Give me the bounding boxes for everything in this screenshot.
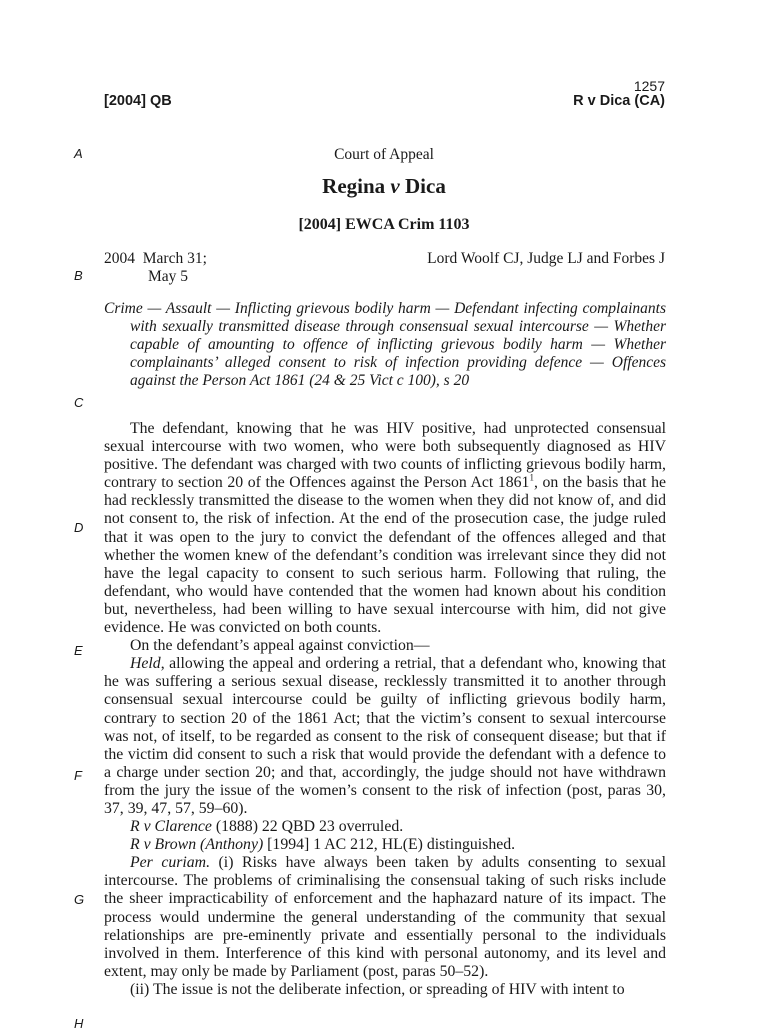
margin-letter-g: G xyxy=(74,892,85,907)
footnote-ref: 1 xyxy=(529,473,534,484)
case-ref-brown: [1994] 1 AC 212, HL(E) distinguished. xyxy=(263,836,516,854)
court-name: Court of Appeal xyxy=(334,146,434,163)
hearing-date-1: March 31; xyxy=(142,250,207,267)
headnote-para-per-curiam xyxy=(104,854,666,981)
headnote-para-held xyxy=(104,655,666,818)
margin-letter-f: F xyxy=(74,768,82,783)
headnote xyxy=(104,420,666,999)
hearing-year: 2004 xyxy=(104,250,135,267)
judges: Lord Woolf CJ, Judge LJ and Forbes J xyxy=(427,250,665,267)
per-curiam-label: Per curiam. xyxy=(130,854,211,872)
headnote-para-appeal: On the defendant’s appeal against conviction— xyxy=(130,637,430,655)
margin-letter-d: D xyxy=(74,520,84,535)
facts-text-a: The defendant, knowing that he was HIV positive, had unprotected consensual sexual intercourse with two women, who were both subsequently diagnosed as HIV positive. The defendant was charged with two counts of inflicting grievous bodily harm, contrary to section 20 of the Offences against the Person Act 1861 xyxy=(104,420,666,492)
case-ref-clarence: (1888) 22 QBD 23 overruled. xyxy=(211,818,404,836)
catchwords: Crime — Assault — Inflicting grievous bodily harm — Defendant infecting complainants with sexually transmitted disease through consensual sexual intercourse — Whether capable of amounting to offence of inflicting grievous bodily harm — Whether complainants’ alleged consent to risk of infection providing defence — Offences against the Person Act 1861 (24 & 25 Vict c 100), s 20 xyxy=(104,300,666,389)
case-title xyxy=(0,174,768,199)
title-dica: Dica xyxy=(405,174,446,198)
headnote-para-last: (ii) The issue is not the deliberate infection, or spreading of HIV with intent to xyxy=(130,980,625,998)
case-name-clarence: R v Clarence xyxy=(130,818,212,836)
case-distinguished xyxy=(104,836,666,854)
report-citation: [2004] QB xyxy=(104,93,172,109)
held-label: Held xyxy=(130,655,161,673)
margin-letter-e: E xyxy=(74,643,83,658)
facts-text-b: , on the basis that he had recklessly transmitted the disease to the women when they did not know of, and did not consent to, the risk of infection. At the end of the prosecution case, the judge ruled that it was open to the jury to convict the defendant of the offences alleged and that whether the women knew of the defendant’s condition was irrelevant since they did not have the legal capacity to consent to such serious harm. Following that ruling, the defendant, who would have contended that the women had known about his condition but, nevertheless, had been willing to have sexual intercourse with him, did not give evidence. He was convicted on both counts. xyxy=(104,474,667,637)
hearing-dates xyxy=(104,250,207,286)
margin-letter-h: H xyxy=(74,1016,84,1031)
held-text: , allowing the appeal and ordering a retrial, that a defendant who, knowing that he was suffering a serious sexual disease, recklessly transmitted it to another through consensual sexual intercourse could be guilty of inflicting grievous bodily harm, contrary to section 20 of the 1861 Act; that the victim’s consent to sexual intercourse was not, of itself, to be regarded as consent to the risk of consequent disease; but that if the victim did consent to such a risk that would provide the defendant with a defence to a charge under section 20; and that, accordingly, the judge should not have withdrawn from the jury the issue of the women’s consent to the risk of infection (post, paras 30, 37, 39, 47, 57, 59–60). xyxy=(104,655,666,817)
case-name-brown: R v Brown (Anthony) xyxy=(130,836,264,854)
title-v: v xyxy=(390,174,400,198)
margin-letter-b: B xyxy=(74,268,83,283)
neutral-citation: [2004] EWCA Crim 1103 xyxy=(298,216,470,233)
margin-letter-a: A xyxy=(74,146,83,161)
case-running-head: R v Dica (CA) xyxy=(573,93,665,109)
title-regina: Regina xyxy=(322,174,386,198)
case-overruled xyxy=(104,818,666,836)
hearing-date-2: May 5 xyxy=(148,268,189,285)
margin-letter-c: C xyxy=(74,395,84,410)
headnote-para-facts xyxy=(104,420,666,637)
page-number: 1257 xyxy=(633,78,665,94)
per-curiam-text: (i) Risks have always been taken by adults consenting to sexual intercourse. The problems of criminalising the consensual taking of such risks include the sheer impracticability of enforcement and the haphazard nature of its impact. The process would undermine the general understanding of the community that sexual relationships are pre-eminently private and essentially personal to the individuals involved in them. Interference of this kind with personal autonomy, and its level and extent, may only be made by Parliament (post, paras 50–52). xyxy=(104,854,666,980)
